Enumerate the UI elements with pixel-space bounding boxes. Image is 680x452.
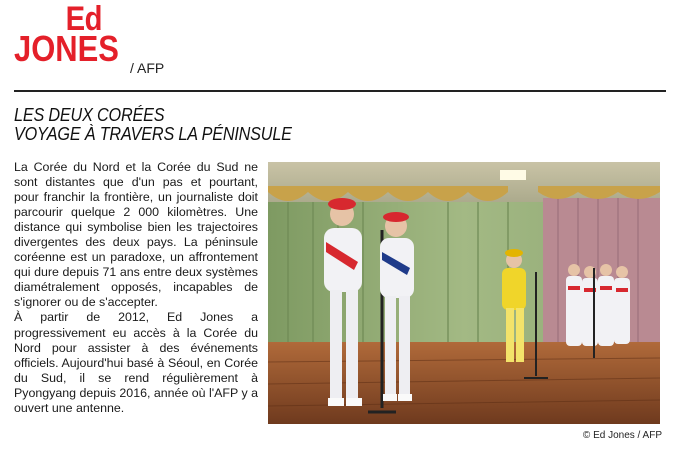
author-name xyxy=(14,0,119,69)
author-last-name: JONES xyxy=(14,28,119,69)
body-paragraph-1: La Corée du Nord et la Corée du Sud ne sont distantes que d'un pas et pourtant, pour franchir la frontière, un journaliste doit parcourir quelque 2 000 kilomètres. Une distance qui symbolise bien les trajectoires divergentes des deux pays. La péninsule coréenne est un paradoxe, un affrontement qui dure depuis 71 ans entre deux systèmes diamétralement opposés, incapables de s'ignorer ou de s'accepter. xyxy=(14,160,258,310)
headline-line-1: LES DEUX CORÉES xyxy=(14,105,165,125)
photo-credit: © Ed Jones / AFP xyxy=(582,430,662,441)
agency-label: / AFP xyxy=(130,60,165,76)
article-body xyxy=(14,160,258,416)
body-paragraph-2: À partir de 2012, Ed Jones a progressivement eu accès à la Corée du Nord pour assister à des événements officiels. Aujourd'hui basé à Séoul, en Corée du Sud, il se rend régulièrement à Pyongyang depuis 2016, année où l'AFP y a ouvert une antenne. xyxy=(14,310,258,415)
author-first-name: Ed xyxy=(65,0,103,38)
headline-line-2: VOYAGE À TRAVERS LA PÉNINSULE xyxy=(14,124,292,144)
article-photo xyxy=(268,162,660,424)
article-headline xyxy=(14,106,323,144)
header-divider xyxy=(14,90,666,92)
performance-photo-illustration xyxy=(268,162,660,424)
